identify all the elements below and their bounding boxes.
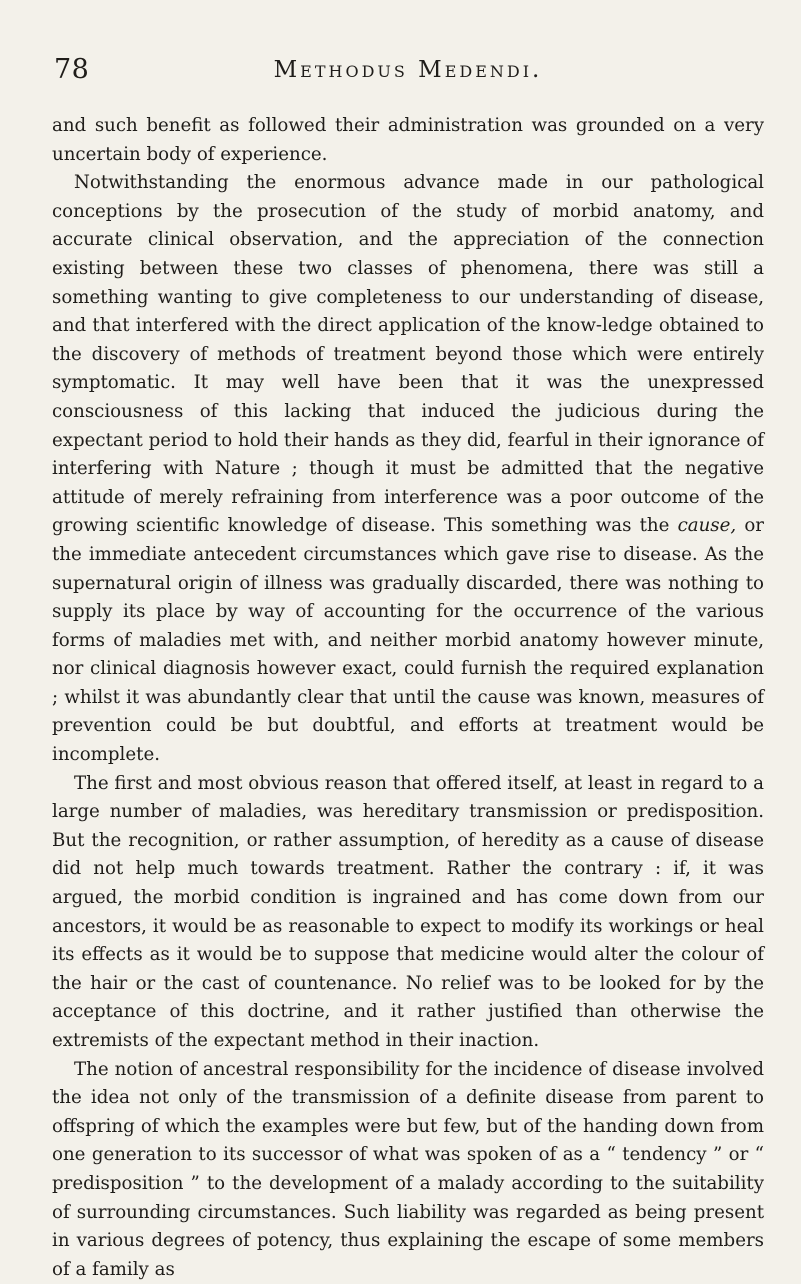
paragraph-continued <box>52 112 764 169</box>
paragraph <box>52 770 764 1056</box>
page-number: 78 <box>54 54 90 85</box>
running-head <box>52 54 764 94</box>
book-page <box>52 54 764 1280</box>
emphasis-text: cause, <box>677 515 737 537</box>
body-text <box>52 112 764 1284</box>
paragraph <box>52 169 764 769</box>
paragraph-text: The notion of ancestral responsibility for the incidence of disease involved the idea not only of the transmission of a definite disease from parent to offspring of which the examples were but few, but of the handing down from one generation to its successor of what was spoken of as a “ tendency ” or “ predisposition ” to the development of a malady according to the suitability of surrounding circumstances. Such liability was regarded as being present in various degrees of potency, thus explaining the escape of some members of a family as <box>52 1058 764 1280</box>
paragraph-text: and such benefit as followed their administration was grounded on a very uncertain body of experience. <box>52 115 764 165</box>
paragraph-text: or the immediate antecedent circumstances which gave rise to disease. As the supernatural origin of illness was gradually discarded, there was nothing to supply its place by way of accounting for the occurrence of the various forms of maladies met with, and neither morbid anatomy however minute, nor clinical diagnosis however exact, could furnish the required explanation ; whilst it was abundantly clear that until the cause was known, measures of prevention could be but doubtful, and efforts at treatment would be incomplete. <box>52 515 764 766</box>
paragraph-text: The first and most obvious reason that offered itself, at least in regard to a large number of maladies, was hereditary transmission or predisposition. But the recognition, or rather assumption, of heredity as a cause of disease did not help much towards treatment. Rather the contrary : if, it was argued, the morbid condition is ingrained and has come down from our ancestors, it would be as reasonable to expect to modify its workings or heal its effects as it would be to suppose that medicine would alter the colour of the hair or the cast of countenance. No relief was to be looked for by the acceptance of this doctrine, and it rather justified than otherwise the extremists of the expectant method in their inaction. <box>52 772 764 1051</box>
running-title: Methodus Medendi. <box>273 57 543 83</box>
paragraph <box>52 1056 764 1284</box>
paragraph-text: Notwithstanding the enormous advance made in our pathological conceptions by the prosecution of the study of morbid anatomy, and accurate clinical observation, and the appreciation of the connection existing between these two classes of phenomena, there was still a something wanting to give completeness to our understanding of disease, and that interfered with the direct application of the know-ledge obtained to the discovery of methods of treatment beyond those which were entirely symptomatic. It may well have been that it was the unexpressed consciousness of this lacking that induced the judicious during the expectant period to hold their hands as they did, fearful in their ignorance of interfering with Nature ; though it must be admitted that the negative attitude of merely refraining from interference was a poor outcome of the growing scientific knowledge of disease. This something was the <box>52 172 764 537</box>
